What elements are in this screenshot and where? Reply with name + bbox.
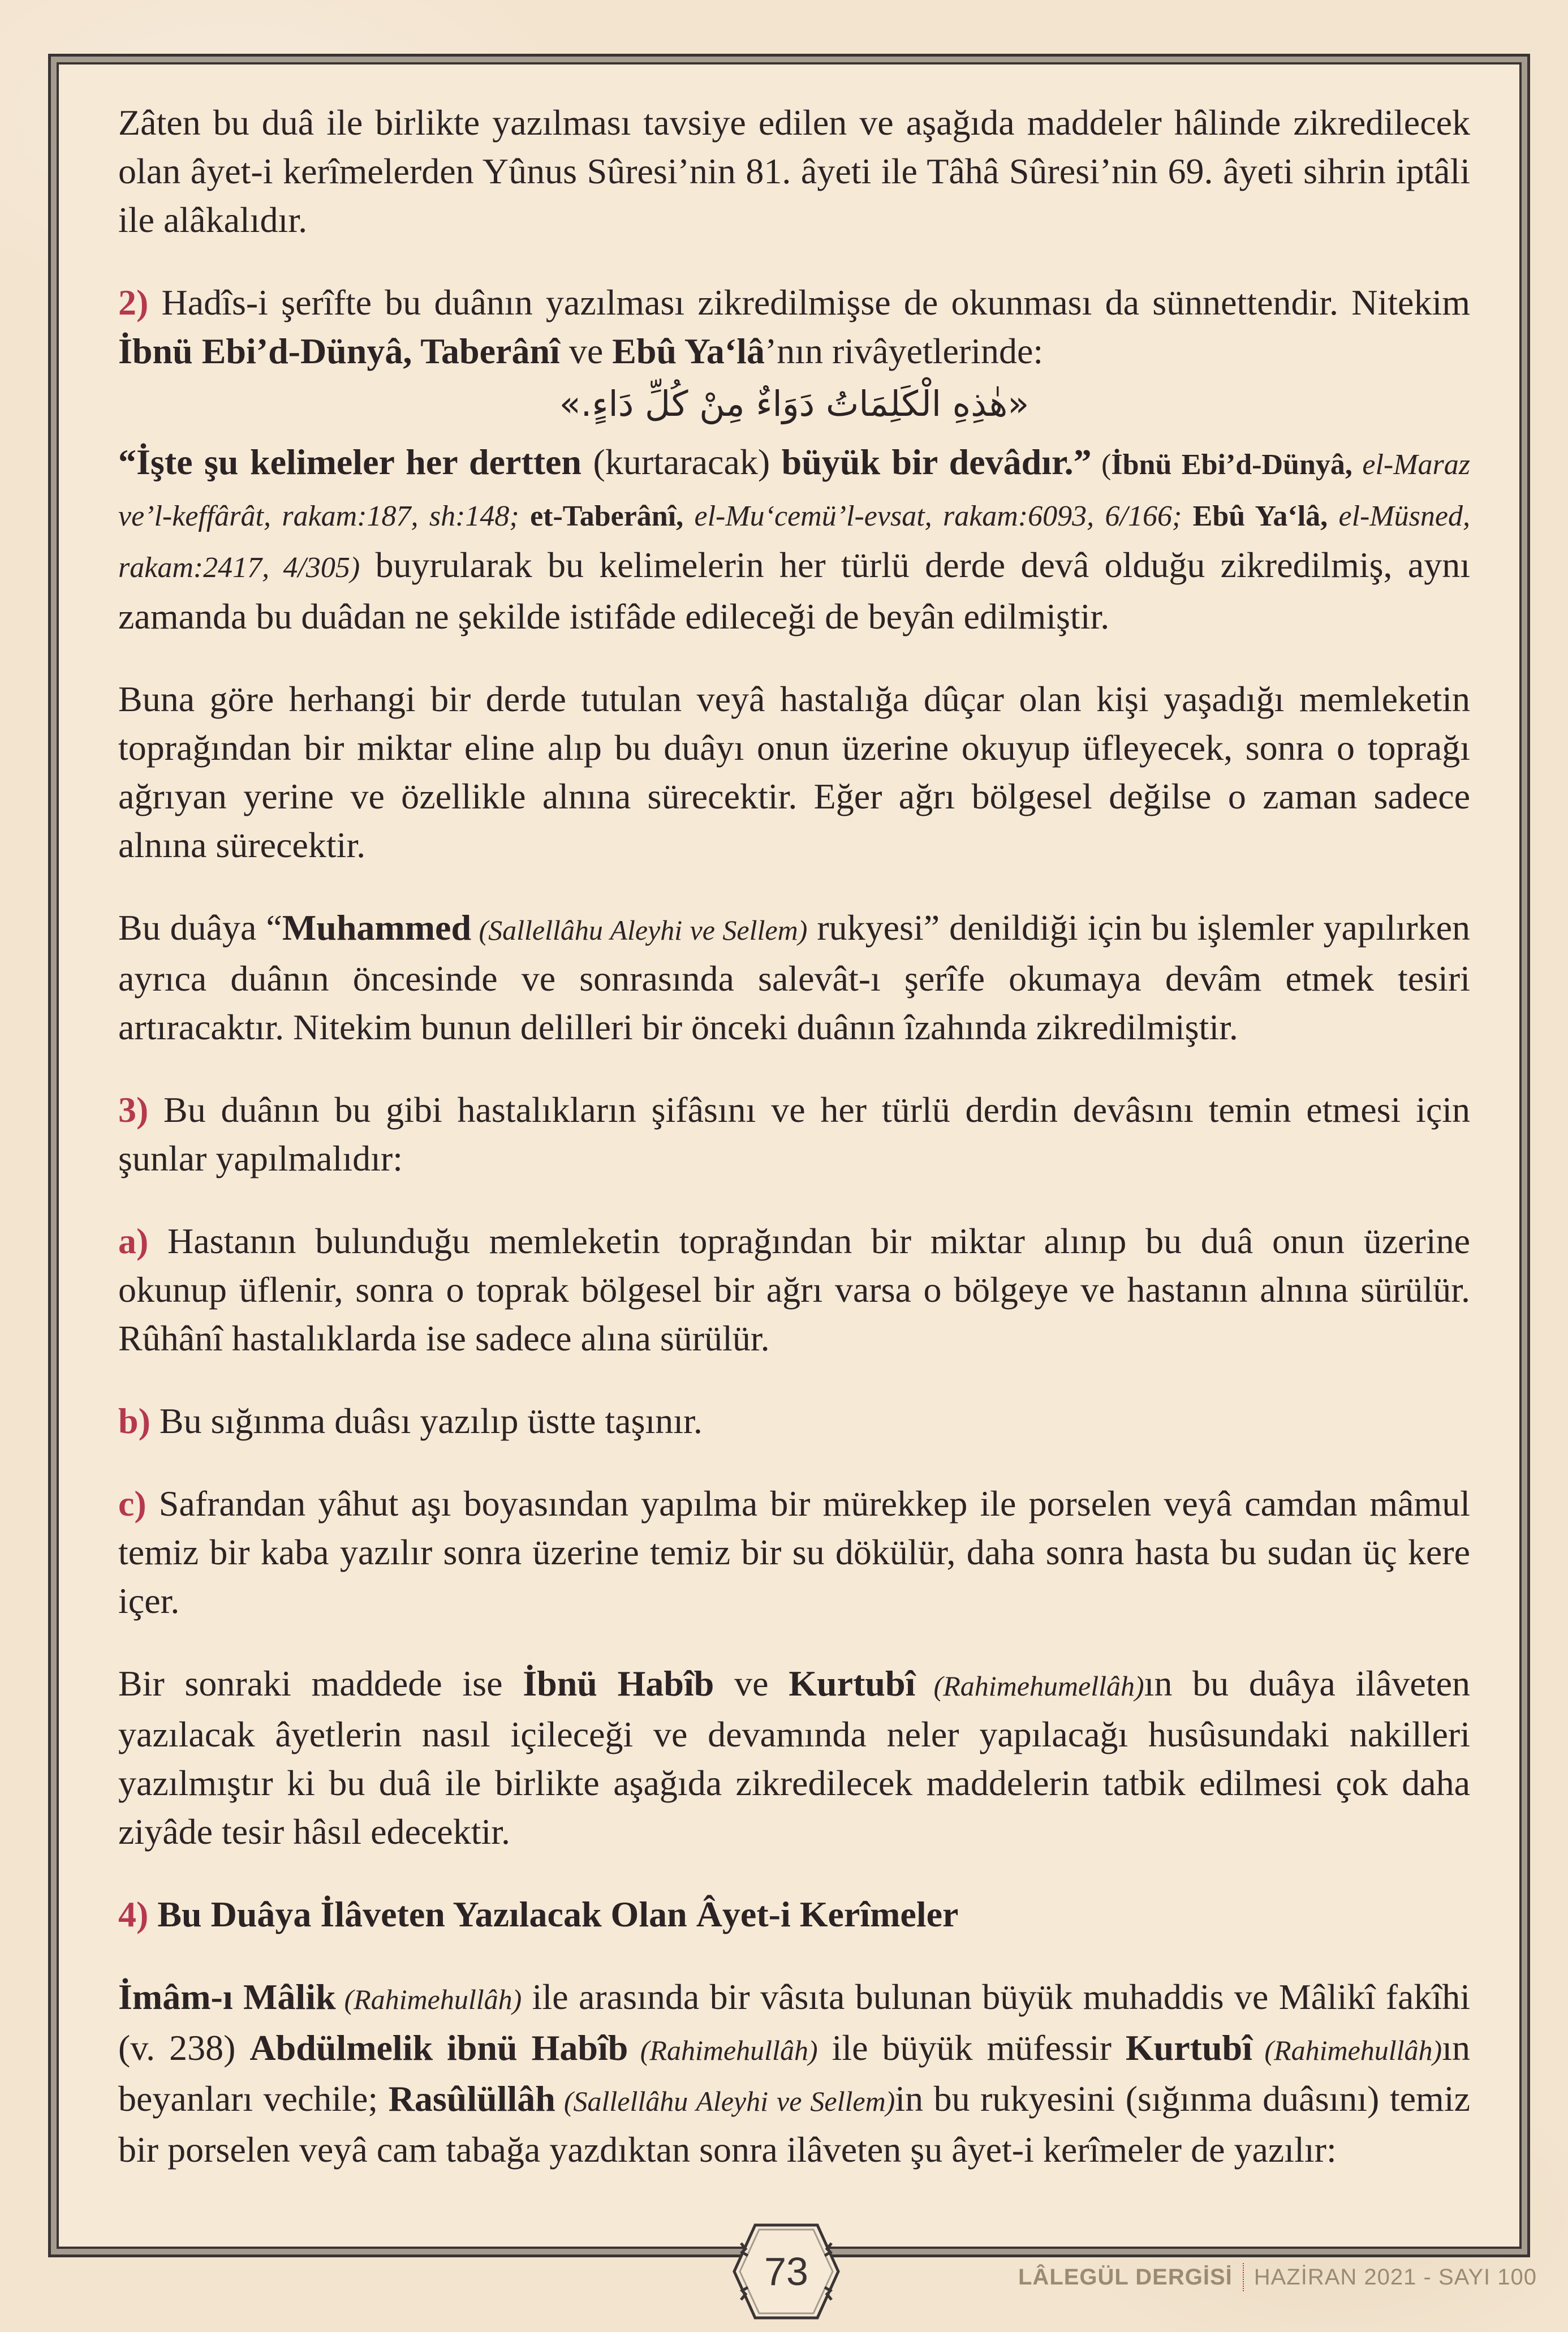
text: Bu duânın bu gibi hastalıkların şifâsını ve her türlü derdin devâsını temin etmesi için şunlar yapılmalıdır: — [118, 1090, 1470, 1178]
name: Muhammed — [282, 907, 472, 948]
text: buyrularak bu kelimelerin her türlü derde devâ olduğu zikredilmiş, aynı zamanda bu duâdan ne şekilde istifâde edileceği de beyân edilmiştir. — [118, 545, 1470, 636]
paragraph-text: Buna göre herhangi bir derde tutulan veyâ hastalığa dûçar olan kişi yaşadığı memleketin toprağından bir miktar eline alıp bu duâyı onun üzerine okuyup üfleyecek, sonra o toprağı ağrıyan yerine ve özellikle alnına sürecektir. Eğer ağrı bölgesel değilse o zaman sadece alnına sürecektir. — [118, 679, 1470, 865]
name: İbnü Habîb — [523, 1663, 714, 1703]
paragraph-1 — [118, 98, 1470, 244]
paragraph-7 — [118, 1659, 1470, 1856]
name: İmâm-ı Mâlik — [118, 1977, 336, 2017]
item-number: 4) — [118, 1894, 149, 1934]
paragraph-5 — [118, 903, 1470, 1052]
honorific: (Rahimehullâh) — [1252, 2034, 1442, 2066]
text: rukyesi” denildiği için bu işlemler yapılırken ayrıca duânın öncesinde ve sonrasında salevât-ı şerîfe okumaya devâm etmek tesiri artıracaktır. Nitekim bunun delilleri bir önceki duânın îzahında zikredilmiştir. — [118, 907, 1471, 1047]
item-number: 3) — [118, 1090, 149, 1130]
citation-author: et-Taberânî, — [530, 500, 684, 532]
list-item-c — [118, 1479, 1470, 1625]
text: ile büyük müfessir — [817, 2028, 1126, 2068]
citation-source: el-Mu‘cemü’l-evsat, rakam:6093, 6/166; — [683, 500, 1193, 532]
article-body — [118, 98, 1470, 2208]
name: Abdülmelik ibnü Habîb — [249, 2028, 628, 2068]
list-item-a — [118, 1217, 1470, 1363]
paragraph-4 — [118, 675, 1470, 870]
text: ve — [714, 1663, 789, 1703]
citation-source: el-Maraz ve’l-keffârât, rakam:187, sh:148; — [118, 449, 1471, 532]
paragraph-3 — [118, 438, 1470, 641]
honorific: (Sallellâhu Aleyhi ve Sellem) — [471, 914, 808, 946]
issue-info: HAZİRAN 2021 - SAYI 100 — [1253, 2264, 1537, 2290]
arabic-hadith: «هٰذِهِ الْكَلِمَاتُ دَوَاءٌ مِنْ كُلِّ دَاءٍ.» — [559, 383, 1029, 424]
footer-separator — [1243, 2263, 1244, 2291]
name: Kurtubî — [789, 1663, 916, 1703]
hadith-translation: büyük bir devâdır.” — [781, 442, 1092, 482]
item-text: Hastanın bulunduğu memleketin toprağından bir miktar alınıp bu duâ onun üzerine okunup üflenir, sonra o toprak bölgesel bir ağrı varsa o bölgeye ve hastanın alnına sürülür. Rûhânî hastalıklarda ise sadece alına sürülür. — [118, 1221, 1470, 1358]
honorific: (Rahimehumellâh) — [915, 1670, 1144, 1702]
citation-author: Ebû Ya‘lâ, — [1192, 500, 1328, 532]
author-name: Ebû Ya‘lâ — [612, 331, 765, 371]
author-names: İbnü Ebi’d-Dünyâ, Taberânî — [118, 331, 560, 371]
text: Hadîs-i şerîfte bu duânın yazılması zikredilmişse de okunması da sünnettendir. Nitekim — [148, 282, 1470, 322]
text: ile arasında bir vâsıta bulunan büyük muhaddis ve Mâlikî fakîhi (v. 238) — [118, 1977, 1471, 2068]
hadith-translation: “İşte şu kelimeler her dertten — [118, 442, 582, 482]
citation-open: ( — [1091, 449, 1112, 481]
item-text: Safrandan yâhut aşı boyasından yapılma bir mürekkep ile porselen veyâ camdan mâmul temiz bir kaba yazılır sonra üzerine temiz bir su dökülür, daha sonra hasta bu sudan üç kere içer. — [118, 1483, 1470, 1621]
paragraph-text: Zâten bu duâ ile birlikte yazılması tavsiye edilen ve aşağıda maddeler hâlinde zikredilecek olan âyet-i kerîmelerden Yûnus Sûresi’nin 81. âyeti ile Tâhâ Sûresi’nin 69. âyeti sihrin iptâli ile alâkalıdır. — [118, 102, 1470, 240]
text: (kurtaracak) — [581, 442, 782, 482]
page-footer — [1018, 2260, 1537, 2294]
honorific: (Rahimehullâh) — [335, 1984, 522, 2015]
honorific: (Rahimehullâh) — [628, 2034, 818, 2066]
paragraph-2 — [118, 278, 1470, 376]
section-heading — [118, 1890, 1470, 1939]
heading-text: Bu Duâya İlâveten Yazılacak Olan Âyet-i Kerîmeler — [148, 1894, 959, 1934]
item-number: 2) — [118, 282, 149, 322]
text: ’nın rivâyetlerinde: — [764, 331, 1044, 371]
item-letter: c) — [118, 1483, 147, 1524]
list-item-b — [118, 1397, 1470, 1445]
name: Rasûlüllâh — [388, 2079, 555, 2119]
item-letter: a) — [118, 1221, 149, 1261]
name: Kurtubî — [1125, 2028, 1252, 2068]
page-number: 73 — [764, 2249, 808, 2294]
magazine-name: LÂLEGÜL DERGİSİ — [1018, 2264, 1233, 2290]
text: Bu duâya “ — [118, 907, 282, 948]
citation-source: el-Müsned, rakam:2417, 4/305) — [118, 500, 1470, 584]
text: in bu rukyesini (sığınma duâsını) temiz bir porselen veyâ cam tabağa yazdıktan sonra ilâveten şu âyet-i kerîmeler de yazılır: — [118, 2079, 1471, 2170]
item-letter: b) — [118, 1401, 150, 1441]
honorific: (Sallellâhu Aleyhi ve Sellem) — [555, 2085, 895, 2117]
text: ın bu duâya ilâveten yazılacak âyetlerin nasıl içileceği ve devamında neler yapılacağı husûsundaki nakilleri yazılmıştır ki bu duâ ile birlikte aşağıda zikredilecek maddelerin tatbik edilmesi çok daha ziyâde tesir hâsıl edecektir. — [118, 1663, 1471, 1852]
paragraph-8 — [118, 1973, 1470, 2174]
paragraph-6 — [118, 1086, 1470, 1183]
text: Bir sonraki maddede ise — [118, 1663, 523, 1703]
text: ve — [559, 331, 613, 371]
citation-author: İbnü Ebi’d-Dünyâ, — [1111, 449, 1352, 481]
page-frame — [48, 54, 1530, 2257]
text: ın beyanları vechile; — [118, 2028, 1470, 2119]
item-text: Bu sığınma duâsı yazılıp üstte taşınır. — [150, 1401, 703, 1441]
page-number-badge — [730, 2221, 843, 2322]
frame-inner — [57, 62, 1522, 2249]
